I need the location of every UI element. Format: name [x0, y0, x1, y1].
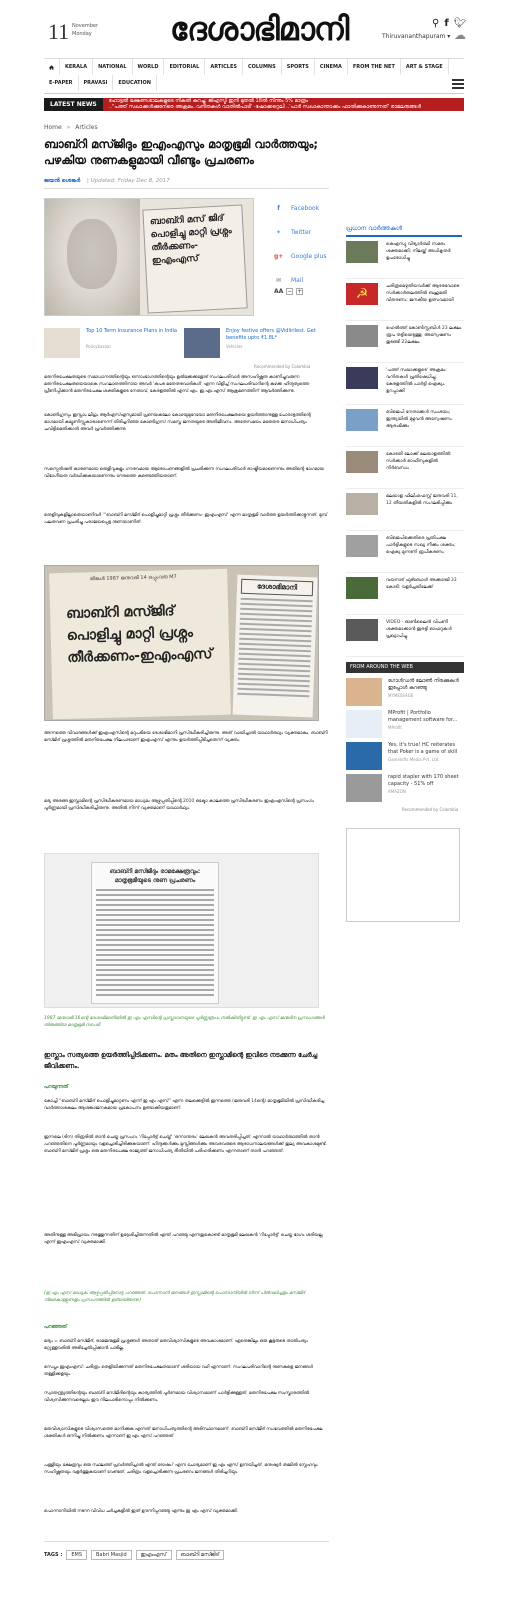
article-paragraph: മതവിശ്വാസികളുടെ വിശ്വാസത്തെ മാനിക്കുക എന്നത് ജനാധിപത്യത്തിന്റെ അടിസ്ഥാനമാണ്. ബാബ്റി മസ്ജിദ് സംഭവത്തിൽ മതനിരപേക്ഷ ശക്തികൾ ഒന്നിച്ചു നിൽക്കണം എന്നാണ് ഇ എം എസ് പറഞ്ഞത്.	[44, 1427, 323, 1439]
breadcrumb	[44, 124, 98, 131]
facebook-icon[interactable]: f	[444, 18, 449, 29]
article-paragraph: കോച്ചി ''ബാബ്റി മസ്ജിദ് പൊളിച്ചുമാറ്റണം എന്ന് ഇ എം എസ്'' എന്ന തലക്കെട്ടിൽ ഇന്നത്തെ (ജനുവരി 14ന്റെ) മാതൃഭൂമിയിൽ പ്രസിദ്ധീകരിച്ച വാർത്താശകലം ആശങ്കാജനകമായ പ്രകോപനം ഉണ്ടാക്കിയതുമാണ്.	[44, 1099, 325, 1111]
ad-image	[44, 328, 80, 358]
share-label: Google plus	[291, 252, 327, 260]
promo-title[interactable]: Yes, it's true! HC reiterates that Poker is a game of skill	[388, 742, 458, 755]
latest-news-ticker	[44, 98, 464, 111]
ad-title[interactable]: Top 10 Term Insurance Plans in India	[86, 328, 178, 334]
news-thumbnail[interactable]	[346, 619, 378, 641]
tags-label: TAGS :	[44, 1552, 63, 1558]
news-thumbnail[interactable]	[346, 535, 378, 557]
nav-item[interactable]: FROM THE NET	[348, 59, 401, 75]
from-web-item[interactable]	[346, 774, 464, 806]
news-thumbnail[interactable]	[346, 493, 378, 515]
promo-thumbnail[interactable]	[346, 678, 382, 706]
ticker-text[interactable]	[103, 98, 421, 111]
updated-date: Updated: Friday Dec 8, 2017	[90, 178, 170, 184]
nav-item[interactable]: ARTICLES	[205, 59, 243, 75]
article-paragraph: സ്വാതന്ത്ര്യത്തിന്റെയും ബാബ്റി മസ്ജിദിന്റെയും കാര്യത്തിൽ പൂർണമായ വിശ്വാസമാണ് പാർട്ടിക്കുള്ളത്. മതനിരപേക്ഷ സംസ്കാരത്തിൽ വിശ്വസിക്കുന്നവരെല്ലാം ഈ നിലപാടിനൊപ്പം നിൽക്കണം.	[44, 1391, 310, 1403]
news-headline[interactable]: ചരിത്രമെഴുതിയവർക്ക് ആദരവോടെ സർക്കാർതലത്തിൽ ബഹുമതി വിതരണം; ജനകീയ ഉത്സവമായി	[386, 284, 460, 303]
article-paragraph: മതനിരപേക്ഷതയുടെ സമാധാനത്തിന്റെയും ഒന്നാംഭാഗത്തിന്റെയും ഉൽക്കേക്കളോട് സംഘപരിവാർ അസഹിഷ്ണുത കാണിച്ചുവരുന്ന മതനിരപേക്ഷതയെയാകെ സംഘാതത്തിനായ അവർ 'കപട മതേതരവാദികൾ' എന്ന വിളിച്ച് സംഘപരിവാറിന്റെ കുഴക്ക ഹിന്ദുത്വത്തെ പ്രീണിപ്പിക്കാൻ മതനിരപേക്ഷ ശക്തികളുടെ നേതാവ്, കേരളത്തിൽ എസ്.എം. ഇ.എം.എസ് ആക്രമണത്തിന് ആവർത്തിക്കുന്നു.	[44, 375, 310, 394]
sidebar-news-item[interactable]	[346, 325, 464, 363]
share-panel	[274, 196, 329, 292]
news-thumbnail[interactable]	[346, 451, 378, 473]
site-logo[interactable]: ദേശാഭിമാനി	[170, 10, 349, 48]
news-headline[interactable]: ഹെൽത്ത് കോൺസ്റ്റബിൾ 23 ലക്ഷം രൂപ തട്ടിയെടുത്തു; അന്വേഷണം തുടങ്ങി 22ലക്ഷം	[386, 326, 462, 345]
article-paragraph: മദ്യ അരങ്ങ ഇസ്ലാമിന്റെ പ്രസിദ്ധീകരണമായ മാധ്യമം ആഴ്ചപ്പതിപ്പിന്റെ 2010 ഒക്ടോ കാലത്തെ പ്രസിദ്ധീകരണം ഇഎംഎസിന്റെ പ്രസംഗം പൂർണ്ണമായി പ്രസിദ്ധീകരിച്ചിരുന്നു. അതിൽ നിന്ന് വ്യക്തമാണ് യാഥാർഥ്യം.	[44, 799, 314, 811]
sidebar-news-item[interactable]	[346, 493, 464, 531]
share-label: Facebook	[291, 204, 320, 212]
ad-source: Policybazaar	[86, 344, 112, 349]
breadcrumb-separator: »	[66, 124, 71, 131]
promo-text[interactable]	[388, 774, 462, 795]
nav-item[interactable]: WORLD	[133, 59, 165, 75]
from-web-item[interactable]	[346, 678, 464, 710]
article-paragraph: മദ്യം = ബാബ്റി മസ്ജിദ്, രാമജന്മഭൂമി പ്രശ്നങ്ങൾ അതാത് മതവിശ്വാസികളുടെ അവകാശമാണ്. ഏതെങ്കിലും ഒരു കൂട്ടരുടെ താൽപര്യം മറ്റുള്ളവരിൽ അടിച്ചേൽപ്പിക്കാൻ പാടില്ല.	[44, 1339, 308, 1351]
share-label: Mail	[291, 276, 304, 284]
article-quote: ഇസ്ലാം സത്യത്തെ ഉയർത്തിപ്പിടിക്കണം. മതം അതിനെ ഇസ്ലാമിന്റെ ഇവിടെ നടക്കുന്ന ചേർച്ച ജീവിക്കണം.	[44, 1051, 318, 1070]
sidebar-news-item[interactable]	[346, 283, 464, 321]
promo-text[interactable]	[388, 742, 462, 763]
clipping-page	[91, 862, 219, 1004]
nav-item[interactable]: ART & STAGE	[401, 59, 449, 75]
nav-item[interactable]: KERALA	[60, 59, 93, 75]
sidebar-news-item[interactable]	[346, 241, 464, 279]
promo-thumbnail[interactable]	[346, 774, 382, 802]
nav-item[interactable]: SPORTS	[282, 59, 315, 75]
promo-source: AMAZON	[388, 789, 406, 794]
nav-item[interactable]: CINEMA	[315, 59, 348, 75]
recommended-by: Recommended by Colombia	[254, 364, 311, 369]
nav-item[interactable]: COLUMNS	[243, 59, 282, 75]
tag-chip[interactable]: EMS	[66, 1550, 87, 1560]
clipping-line: പൊളിച്ചു മാറ്റി പ്രശ്നം	[66, 624, 194, 644]
green-note: (ഇ എം എസ് മാധ്യമം ആഴ്ചപ്പതിപ്പിനോടു പറഞ്ഞത്. പൊന്നാനി ജനങ്ങൾ ഇസ്ലാമിന്റെ പൊന്നാനിയിൽ നിന്ന് പിൻവലിച്ചതും മസ്ജിദ് നിലകൊള്ളുന്നതും പ്രസംഗത്തിൽ ഉണ്ടായിരുന്നു.)	[44, 1291, 306, 1303]
promo-source: MProfit	[388, 725, 402, 730]
byline: ജയൻ ശെങ്കർ | Updated: Friday Dec 8, 2017	[44, 178, 170, 184]
main-nav	[44, 58, 464, 90]
recommended-by: Recommended by Colombia	[402, 807, 459, 812]
nav-item[interactable]: EDUCATION	[113, 75, 156, 91]
article-paragraph: അതിനുള്ള അഭിപ്രായം നടത്തുന്നതിന് ഉദ്ദേശിച്ചിരുന്നതിൽ എന്ത് പറഞ്ഞു എന്നതുകൊണ്ട് മാതൃഭൂമി ലേഖകൻ 'റിപ്പോർട്ട്' ചെയ്ത ഭാഗം ശരിയല്ല എന്ന് ഇഎംഎസ് വ്യക്തമാക്കി.	[44, 1233, 323, 1245]
ticker-line: .."പത്ത് സഖാക്കൾക്കുനേരെ അക്രമം..വനിതകൾ വാതിൽപാടി' -ഷോക്കറ്റെലി ..'പാർ സഖാകാന്താക്കം ഫാതിക്കുകാണുന്നത്' രാമലതങ്ങൾ	[108, 104, 422, 110]
nav-item[interactable]: NATIONAL	[93, 59, 132, 75]
promo-source: Gamelofts Media Pvt. Ltd.	[388, 757, 440, 762]
share-twitter[interactable]	[274, 220, 329, 244]
news-headline[interactable]: ബിജെപിക്കെതിരെ പ്രതിപക്ഷ പാർട്ടികളുടെ സഖ്യ നീക്കം ശക്തം; ഐക്യ മുന്നണി രൂപീകരണം	[386, 536, 456, 555]
gplus-icon: g+	[274, 252, 284, 260]
latest-news-label: LATEST NEWS	[44, 98, 103, 111]
weather-icon: ☁	[454, 28, 466, 42]
share-gplus[interactable]	[274, 244, 329, 268]
menu-icon[interactable]	[452, 79, 464, 91]
tag-chip[interactable]: Babri Masjid	[91, 1550, 132, 1560]
ad-slot[interactable]	[346, 828, 460, 922]
article-paragraph: സസ്പെൻഷൻ കാരണമായ തെളിവുകളും ഗൗരവമായ ആരോപണങ്ങളിൽ പ്രചരിക്കുന്ന സംഘപരിവാർ രാഷ്ട്രീയമാണെന്നും അതിന്റെ ഭാഗമായ വിഭാഗീയത വർദ്ധിക്കുകയാണെന്നും നേരത്തെ കണ്ടെത്തിയതാണ്.	[44, 467, 325, 479]
divider	[44, 188, 329, 189]
news-headline[interactable]: വയനാട് ഫുട്ബോൾ അക്കാദമി 33 കോടി; വളർച്ചയിലേക്ക്	[386, 578, 457, 590]
news-headline[interactable]: കോടതി ലോക്ക് മലയാളത്തിൽ: സർക്കാർ ഓഫീസുകളിൽ നിർബന്ധം	[386, 452, 452, 471]
date-day: Monday	[72, 31, 92, 37]
share-facebook[interactable]	[274, 196, 329, 220]
news-thumbnail[interactable]: ☭	[346, 283, 378, 305]
article-paragraph: സെപ്തം ഇഎംഎസ്: ചരിത്രം തെളിയിക്കുന്നത് മതനിരപേക്ഷതയാണ് ശരിയായ വഴി എന്നാണ്. സംഘപരിവാറിന്റെ നുണകളെ ജനങ്ങൾ തള്ളിക്കളയും.	[44, 1365, 313, 1377]
promo-thumbnail[interactable]	[346, 710, 382, 738]
clipping-text-lines	[96, 889, 214, 996]
font-increase-button[interactable]: +	[297, 288, 303, 295]
news-thumbnail[interactable]	[346, 577, 378, 599]
clipping-line: തീർക്കണം-ഇഎംഎസ്	[67, 646, 213, 666]
section-subheading: പറയുന്നത്	[44, 1084, 69, 1090]
divider	[44, 93, 464, 94]
from-web-item[interactable]	[346, 742, 464, 774]
font-size-tools	[274, 288, 303, 295]
author-name[interactable]: ജയൻ ശെങ്കർ	[44, 178, 81, 184]
article-paragraph: പൊന്നാനിയിൽ നടന്ന വിവിധ ചർച്ചകളിൽ ഇത് ഊന്നിപ്പറഞ്ഞു എന്നും ഇ എം എസ് വ്യക്തമാക്കി.	[44, 1509, 239, 1514]
tag-chip[interactable]: ബാബ്റി മസ്ജിദ്	[176, 1550, 225, 1560]
date-month: November	[72, 23, 99, 29]
breadcrumb-home[interactable]: Home	[44, 124, 62, 131]
promo-title[interactable]: MProfit | Portfolio management software for...	[388, 710, 458, 723]
article-paragraph: പള്ളിയും ക്ഷേത്രവും ഒരു സ്ഥലത്ത് പ്രവർത്തിച്ചാൽ എന്ത് ദോഷം? എന്ന ചോദ്യമാണ് ഇ എം എസ് ഉന്നയിച്ചത്. മനുഷ്യർ തമ്മിൽ സ്നേഹവും സഹിഷ്ണുതയും വളർത്തുകയാണ് വേണ്ടത്. ചരിത്രം വളച്ചൊടിക്കുന്ന പ്രചരണം ജനങ്ങൾ തിരിച്ചറിയും.	[44, 1463, 318, 1475]
clipping-date: തിങ്കൾ 1987 ജനുവരി 14 ഒപ്പുംവരു M7	[89, 574, 177, 583]
divider	[44, 1541, 329, 1542]
twitter-icon[interactable]: 🐦︎	[453, 18, 467, 29]
news-thumbnail[interactable]	[346, 325, 378, 347]
promo-source: MYMESSAGE	[388, 693, 414, 698]
sidebar-news-item[interactable]	[346, 367, 464, 405]
article-paragraph: കോൺഗ്രസും ഇസ്ലാം ലീഗും ആർഎസ്എസുമായി പ്രണയകലോ കോഴയുമുറേയോ മതനിരപേക്ഷതയെ ഉയർത്താനുള്ള പോരാട്ടത്തിന്റെ ഭാഗമായി കമ്യൂണിസ്റ്റുകാരാണെന്ന് തിരിച്ചറിഞ്ഞ കോൺഗ്രസ് സമസ്ത ജനതയുടെ അതിജീവനം. അതേസമയം മതേതര ജനാധിപത്യം ചവിട്ടിമെതിക്കാൻ അവർ പ്രവർത്തിക്കുന്നു.	[44, 413, 311, 432]
news-headline[interactable]: കെഎസ്യു വിദ്യാർത്ഥി സമരം ശക്തമാക്കി; നിലയ്ക്ക് അധികൃതർ ഉപരോധിച്ചു	[386, 242, 451, 261]
promo-title[interactable]: ഗോൾഡൻ ലോൺ നിരക്കുകൾ ഇപ്പോൾ കുറഞ്ഞു	[388, 678, 459, 691]
mail-icon: ✉	[275, 276, 282, 284]
clipping-left	[49, 569, 231, 720]
sidebar-news-item[interactable]	[346, 577, 464, 615]
ticker-line: ഹോട്ടൽ ഭക്ഷണശാലകളുടെ നികുതി കുറച്ചു; ജിഎസ്ടി ഇനി മുതൽ 18ൽ നിന്നും 5% മാത്രം	[108, 98, 308, 104]
hero-image	[44, 198, 254, 316]
news-headline[interactable]: മലയാള ഫിലിംഫെസ്റ്റ് ജനുവരി 11, 12 തീയതികളിൽ സംഘടിപ്പിക്കും	[386, 494, 458, 506]
news-headline[interactable]: VIDEO - ഓണ്‍ലൈന്‍ വിപണി ശക്തമാക്കാൻ ഇരട്ടി ഓഫറുകൾ പ്രഖ്യാപിച്ചു	[386, 620, 452, 639]
article-paragraph: അന്നത്തെ വിവാദങ്ങൾക്ക് ഇഎംഎസിന്റെ മറുപടിയെ ദേശാഭിമാനി പ്രസിദ്ധീകരിച്ചിരുന്നു. അത് വായിച്ചാൽ യാഥാർത്ഥ്യം വ്യക്തമാകും. ബാബ്റി മസ്ജിദ് പ്രശ്നത്തിൽ മതനിരപേക്ഷ നിലപാടാണ് ഇഎംഎസ് എന്നും ഉയർത്തിപ്പിടിച്ചതെന്ന് വ്യക്തം.	[44, 731, 328, 743]
facebook-icon: f	[277, 204, 280, 212]
nav-item[interactable]: E-PAPER	[44, 75, 79, 91]
home-icon[interactable]	[44, 59, 60, 75]
newspaper-clip: ബാബ്റി മസ് ജിദ് പൊളിച്ചു മാറ്റി പ്രശ്നം തീർക്കണം-ഇഎംഎസ്	[142, 204, 247, 313]
sidebar-news-item[interactable]	[346, 451, 464, 489]
tag-chip[interactable]: ഇഎംഎസ്	[136, 1550, 172, 1560]
image-caption: 1987 ജനുവരി 16ന്റെ ദേശാഭിമാനിയിൽ ഇ എം എസിന്റെ പ്രസ്താവനയുടെ പൂർണ്ണരൂപം നൽകിയിട്ടുണ്ട്. ഇ എം എസ് ജന്മദിന പ്രസംഗങ്ങൾ തിരുത്തിയ മാതൃഭൂമി നടപടി.	[44, 1016, 325, 1028]
ad-source: Vehicles	[226, 344, 243, 349]
clipping-headline	[66, 599, 213, 669]
font-decrease-button[interactable]: −	[287, 288, 293, 295]
article-paragraph: തെളിവുകളില്ലാതെയാണിവർ '''ബാബ്റി മസ്ജിദ് പൊളിച്ചുമാറ്റി പ്രശ്നം തീർക്കണം- ഇഎംഎസ്' എന്ന മാതൃഭൂമി വാർത്ത ഉയർത്തിക്കാട്ടുന്നത്. മുമ്പ് പലതവണ പ്രചരിച്ചു പരാജയപ്പെട്ട നുണയാണിത്.	[44, 513, 328, 525]
mathrubhumi-clipping-image	[44, 853, 319, 1008]
clipping-text-lines	[237, 598, 312, 697]
ad-image	[184, 328, 220, 358]
clipping-masthead: ദേശാഭിമാനി	[241, 579, 313, 597]
promo-title[interactable]: rapid stapler with 170 sheet capacity - 51% off	[388, 774, 459, 787]
city-selector[interactable]: Thiruvananthapuram ▾	[382, 33, 451, 40]
article-paragraph: ഇന്നലെ (ടിന) തിരൂരിൽ താൻ ചെയ്ത പ്രസംഗം 'റിപ്പോർട്ട് ചെയ്ത്' 'ഒന്നാന്തരം' ലേഖകൻ അവതരിപ്പിച്ചത്. എന്നാൽ യാഥാർത്ഥത്തിൽ താൻ പറഞ്ഞതിനെ പൂർണ്ണമായും വളച്ചൊടിച്ചിരിക്കുകയാണ്. ഹിന്ദുക്കൾക്കും മുസ്ലിങ്ങൾക്കും അവരവരുടെ ആരാധനാലയങ്ങൾക്ക് തുല്യ അവകാശമുണ്ട്. ബാബ്റി മസ്ജിദ് പ്രശ്നം ഒരു മതനിരപേക്ഷ രാജ്യത്ത് ജനാധിപത്യ രീതിയിൽ പരിഹരിക്കണം എന്നതാണ് താൻ പറഞ്ഞത്.	[44, 1135, 328, 1154]
promo-text[interactable]	[388, 710, 462, 731]
clipping-headline: ബാബ്റി മസ്ജിദും രാമക്ഷേത്രവും: മാതൃഭൂമിയുടെ നുണ പ്രചരണം	[109, 868, 201, 884]
sidebar-news-item[interactable]	[346, 409, 464, 447]
sponsored-ads	[44, 328, 329, 360]
article-headline: ബാബ്റി മസ്ജിദും ഇഎംഎസും മാതൃഭൂമി വാർത്തയും; പഴകിയ നുണകളുമായി വീണ്ടും പ്രചരണം	[44, 137, 319, 167]
news-thumbnail[interactable]	[346, 409, 378, 431]
font-size-label: AA	[274, 288, 284, 295]
from-web-item[interactable]	[346, 710, 464, 742]
news-headline[interactable]: 'പത്ത് സഖാക്കളുടെ' അക്രമം: വനിതകൾ പ്രതിഷേധിച്ചു; കേരളത്തിൽ പാർട്ടി ഐക്യം ഉറപ്പാക്കി	[386, 368, 447, 394]
share-label: Twitter	[291, 228, 312, 236]
clipping-line: ബാബ്റി മസ്ജിദ്	[65, 603, 175, 622]
news-headline[interactable]: ബിജെപി നേതാക്കൾ സംശയം; ഇന്ത്യയിൽ മുഴുവൻ അന്വേഷണം ആരംഭിക്കും	[386, 410, 452, 429]
ad-title[interactable]: Enjoy festive offers @Vidlirilest. Get benefits upto ₹1.8L*	[226, 328, 316, 341]
news-thumbnail[interactable]	[346, 241, 378, 263]
twitter-icon: ✦	[275, 228, 282, 236]
search-icon[interactable]: ⚲	[432, 18, 440, 29]
news-thumbnail[interactable]	[346, 367, 378, 389]
clipping-right	[233, 575, 318, 718]
newspaper-clipping-image	[44, 565, 319, 721]
nav-item[interactable]: EDITORIAL	[164, 59, 205, 75]
breadcrumb-section[interactable]: Articles	[75, 124, 98, 131]
promo-text[interactable]	[388, 678, 462, 699]
from-web-header: FROM AROUND THE WEB	[346, 662, 464, 673]
ad-card[interactable]	[44, 328, 184, 360]
promo-thumbnail[interactable]	[346, 742, 382, 770]
section-subheading: പറഞ്ഞത്	[44, 1324, 67, 1330]
sidebar-news-item[interactable]	[346, 535, 464, 573]
portrait-photo	[45, 199, 140, 316]
date-label	[72, 22, 98, 38]
ad-card[interactable]	[184, 328, 324, 360]
date-number: 11	[48, 19, 70, 44]
tags-row	[44, 1550, 224, 1560]
sidebar-news-item[interactable]	[346, 619, 464, 657]
nav-item[interactable]: PRAVASI	[79, 75, 114, 91]
sidebar-title: പ്രധാന വാർത്തകൾ	[346, 225, 462, 237]
